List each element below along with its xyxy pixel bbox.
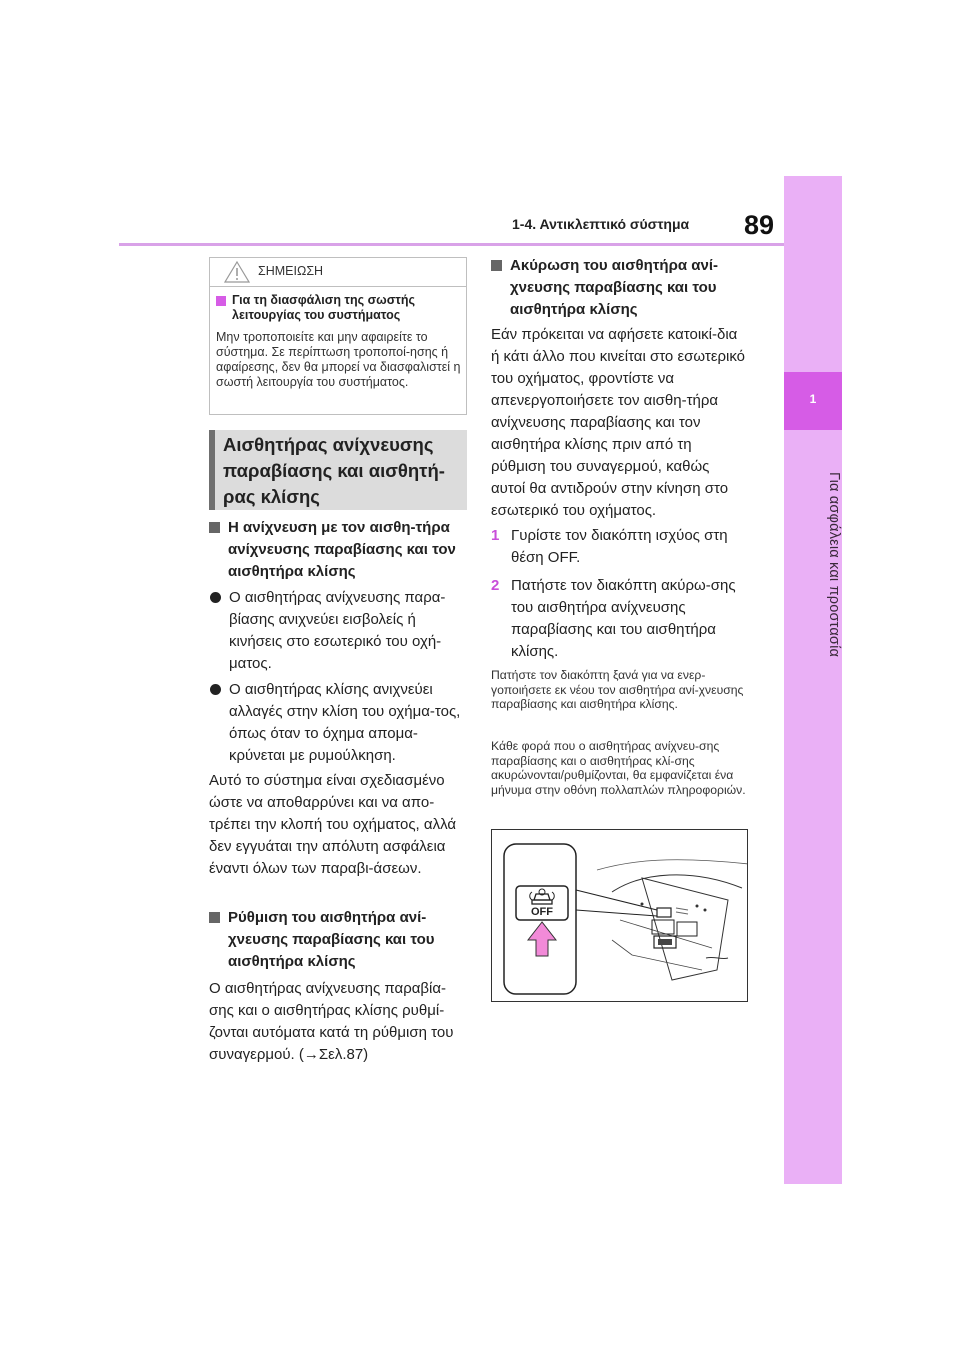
bullet-tilt: Ο αισθητήρας κλίσης ανιχνεύει αλλαγές στην κλίση του οχήμα-τος, όπως όταν το όχημα απομα-κρύνεται με ρυμούλκηση. xyxy=(209,679,467,767)
bullet-dot-icon xyxy=(210,592,221,603)
note-reactivate: Πατήστε τον διακόπτη ξανά για να ενερ-γοποιήσετε εκ νέου τον αισθητήρα ανί-χνευσης παραβίασης και αισθητήρα κλίσης. xyxy=(491,668,744,711)
note-message: Κάθε φορά που ο αισθητήρας ανίχνευ-σης παραβίασης και ο αισθητήρας κλί-σης ακυρώνονται/ρυθμίζονται, θα εμφανίζεται ένα μήνυμα στην οθόνη πολλαπλών πληροφοριών. xyxy=(491,739,746,797)
switch-off-label: OFF xyxy=(531,906,553,918)
left-subheading-2: Ρύθμιση του αισθητήρα ανί-χνευσης παραβίασης και του αισθητήρα κλίσης xyxy=(209,907,467,973)
paragraph-setting: Ο αισθητήρας ανίχνευσης παραβία-σης και ο αισθητήρας κλίσης ρυθμί-ζονται αυτόματα κατά τη ρύθμιση του συναγερμού. (→Σελ.87) xyxy=(209,980,454,1063)
console-button-small xyxy=(657,908,671,917)
step-number: 2 xyxy=(491,577,500,594)
warning-triangle-icon xyxy=(224,261,250,283)
section-title-box xyxy=(209,430,467,510)
caution-heading xyxy=(216,293,462,323)
step-text: Πατήστε τον διακόπτη ακύρω-σης του αισθητήρα ανίχνευσης παραβίασης και του αισθητήρα κλίσης. xyxy=(511,577,736,660)
gray-square-icon xyxy=(491,260,502,271)
paragraph-cancel: Εάν πρόκειται να αφήσετε κατοικί-δια ή κάτι άλλο που κινείται στο εσωτερικό του οχήματος, φροντίστε να απενεργοποιήσετε τον αισθη-τήρα ανίχνευσης παραβίασης και τον αισθητήρα κλίσης πριν από τη ρύθμιση του συναγερμού, καθώς αυτοί θα αντιδρούν στην κίνηση στο εσωτερικό του οχήματος. xyxy=(491,326,746,519)
caution-title: ΣΗΜΕΙΩΣΗ xyxy=(258,264,324,278)
step-2 xyxy=(491,575,747,663)
step-text: Γυρίστε τον διακόπτη ισχύος στη θέση OFF. xyxy=(511,527,728,566)
chapter-number: 1 xyxy=(809,392,817,406)
section-title: Αισθητήρας ανίχνευσης παραβίασης και αισθητή-ρας κλίσης xyxy=(223,434,445,507)
caution-body: Μην τροποποιείτε και μην αφαιρείτε το σύστημα. Σε περίπτωση τροποποί-ησης ή αφαίρεσης, δεν θα μπορεί να διασφαλιστεί η σωστή λειτουργία του συστήματος. xyxy=(216,330,461,389)
step-number: 1 xyxy=(491,527,500,544)
caution-box xyxy=(209,257,467,415)
bullet-intrusion: Ο αισθητήρας ανίχνευσης παρα-βίασης ανιχνεύει εισβολείς ή κινήσεις στο εσωτερικό του οχή-ματος. xyxy=(209,587,467,675)
overhead-console-drawing xyxy=(492,830,748,1002)
caution-header xyxy=(210,258,466,287)
running-header: 1-4. Αντικλεπτικό σύστημα xyxy=(512,216,690,232)
right-subheading: Ακύρωση του αισθητήρα ανί-χνευσης παραβίασης και του αισθητήρα κλίσης xyxy=(491,255,747,321)
gray-square-icon xyxy=(209,912,220,923)
caution-heading-text: Για τη διασφάλιση της σωστής λειτουργίας του συστήματος xyxy=(232,293,415,322)
gray-square-icon xyxy=(209,522,220,533)
paragraph-deterrent: Αυτό το σύστημα είναι σχεδιασμένο ώστε να αποθαρρύνει και να απο-τρέπει την κλοπή του οχήματος, αλλά δεν εγγυάται την απόλυτη ασφάλεια έναντι όλων των παραβι-άσεων. xyxy=(209,772,457,877)
bullet-dot-icon xyxy=(210,684,221,695)
page-number: 89 xyxy=(744,210,775,240)
chapter-title: Για ασφάλεια και προστασία xyxy=(826,472,842,658)
step-1 xyxy=(491,525,747,569)
left-subheading-1: Η ανίχνευση με τον αισθη-τήρα ανίχνευσης παραβίασης και τον αισθητήρα κλίσης xyxy=(209,517,467,583)
pink-square-icon xyxy=(216,296,226,306)
overhead-console-illustration xyxy=(491,829,748,1002)
header-rule xyxy=(119,243,785,246)
